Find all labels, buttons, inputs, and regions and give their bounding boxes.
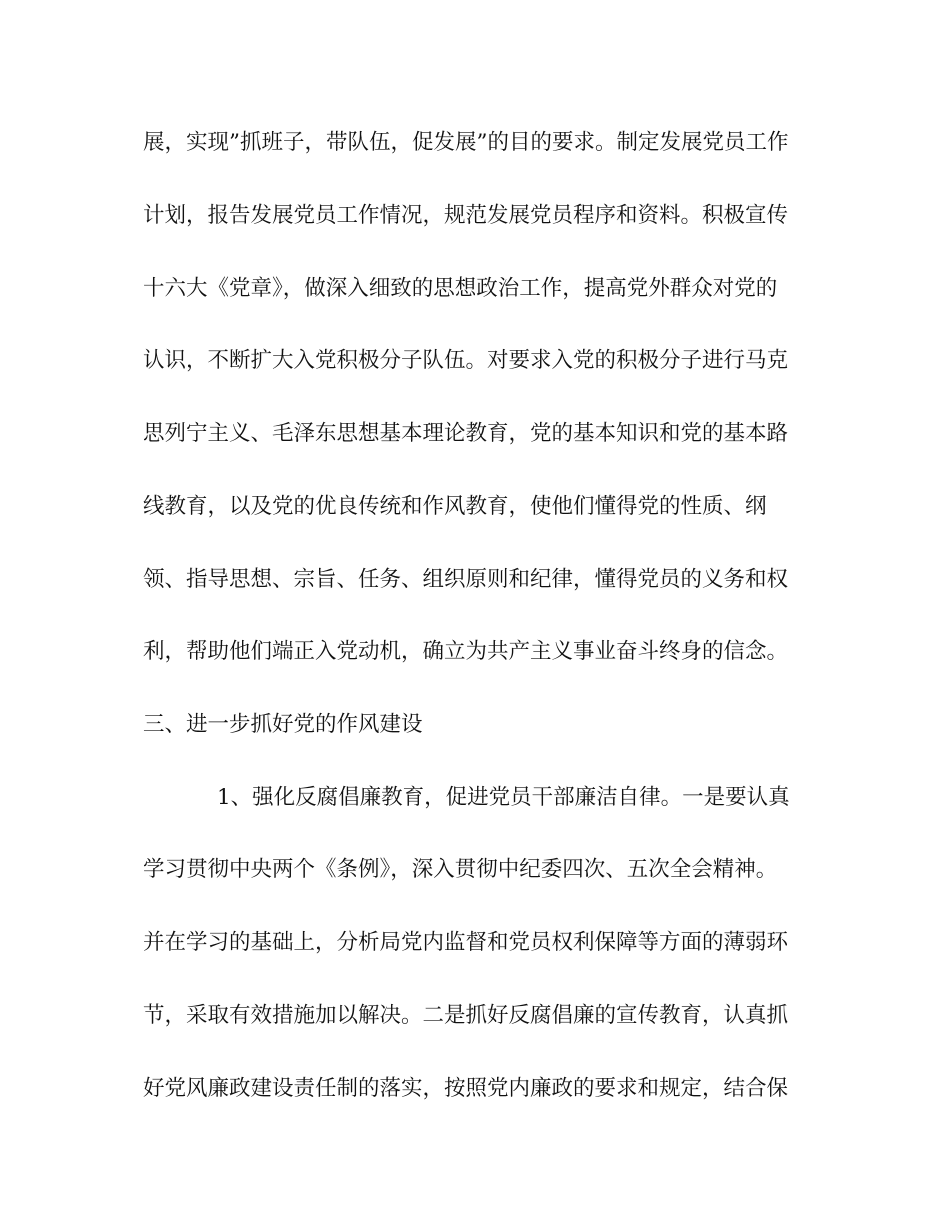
paragraph-line: 好党风廉政建设责任制的落实，按照党内廉政的要求和规定，结合保 xyxy=(143,1076,789,1101)
paragraph-line: 节，采取有效措施加以解决。二是抓好反腐倡廉的宣传教育，认真抓 xyxy=(143,1003,789,1028)
paragraph-line: 十六大《党章》，做深入细致的思想政治工作，提高党外群众对党的 xyxy=(143,276,778,301)
paragraph-line: 思列宁主义、毛泽东思想基本理论教育，党的基本知识和党的基本路 xyxy=(143,421,789,446)
paragraph-line: 计划，报告发展党员工作情况，规范发展党员程序和资料。积极宣传 xyxy=(143,203,789,228)
paragraph-line: 领、指导思想、宗旨、任务、组织原则和纪律，懂得党员的义务和权 xyxy=(143,567,789,592)
paragraph-line: 认识，不断扩大入党积极分子队伍。对要求入党的积极分子进行马克 xyxy=(143,348,789,373)
paragraph-line: 展，实现”抓班子，带队伍，促发展”的目的要求。制定发展党员工作 xyxy=(143,130,789,155)
paragraph-line: 学习贯彻中央两个《条例》，深入贯彻中纪委四次、五次全会精神。 xyxy=(143,857,778,882)
paragraph-line: 线教育，以及党的优良传统和作风教育，使他们懂得党的性质、纲 xyxy=(143,494,767,519)
paragraph-line: 1、强化反腐倡廉教育，促进党员干部廉洁自律。一是要认真 xyxy=(217,785,790,810)
paragraph-line: 利，帮助他们端正入党动机，确立为共产主义事业奋斗终身的信念。 xyxy=(143,639,789,664)
section-heading: 三、进一步抓好党的作风建设 xyxy=(143,712,423,737)
paragraph-line: 并在学习的基础上，分析局党内监督和党员权利保障等方面的薄弱环 xyxy=(143,930,789,955)
